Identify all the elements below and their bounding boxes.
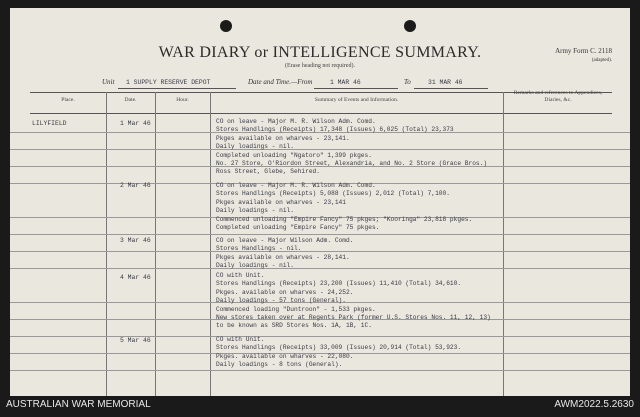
entry-summary	[216, 182, 472, 232]
summary-line: Pkges. available on wharves - 24,252.	[216, 288, 354, 296]
unit-label: Unit	[102, 78, 115, 86]
summary-line: Ross Street, Glebe, Sehired.	[216, 168, 320, 176]
summary-line: Daily loadings - 8 tons (General).	[216, 361, 343, 369]
col-header-hour: Hour.	[176, 97, 189, 103]
summary-line: Pkges available on wharves - 23,141	[216, 198, 346, 206]
footer-credit: AUSTRALIAN WAR MEMORIAL	[6, 399, 151, 410]
row-rule	[10, 370, 630, 371]
entry-summary	[216, 336, 461, 370]
summary-line: CO on leave - Major M. R. Wilson Adm. Comd.	[216, 118, 376, 125]
col-divider-summary	[503, 92, 504, 396]
col-header-place: Place.	[61, 97, 75, 103]
col-header-date: Date.	[124, 97, 137, 103]
entry-date: 4 Mar 46	[120, 274, 151, 281]
summary-line: Stores Handlings (Receipts) 5,088 (Issues) 2,012 (Total) 7,100.	[216, 190, 450, 198]
col-header-remarks: Remarks and references to Appendices, Diaries, &c.	[513, 90, 603, 103]
entry-summary	[216, 272, 491, 331]
summary-line: No. 27 Store, O'Riordon Street, Alexandria, and No. 2 Store (Grace Bros.)	[216, 160, 488, 168]
page-subtitle: (Erase heading not required).	[285, 63, 355, 69]
summary-line: Daily loadings - nil.	[216, 143, 294, 151]
summary-line: Completed unloading "Ngatoro" 1,399 pkges.	[216, 151, 372, 159]
entry-date: 2 Mar 46	[120, 182, 151, 189]
table-header-rule	[30, 113, 612, 114]
summary-line: CO on leave - Major Wilson Adm. Comd.	[216, 237, 354, 244]
summary-line: Commenced loading "Duntroon" - 1,533 pkges.	[216, 305, 376, 313]
col-divider-place	[106, 92, 107, 396]
summary-line: CO with Unit.	[216, 336, 265, 343]
summary-line: CO on leave - Major M. R. Wilson Adm. Comd.	[216, 182, 376, 189]
entry-date: 1 Mar 46	[120, 120, 151, 127]
summary-line: Completed unloading "Empire Fancy" 75 pkges.	[216, 224, 380, 232]
entry-date: 3 Mar 46	[120, 237, 151, 244]
entry-summary	[216, 118, 487, 177]
summary-line: Daily loadings - nil.	[216, 262, 294, 270]
summary-line: Daily loadings - 57 tons (General).	[216, 297, 346, 305]
summary-line: Commenced unloading "Empire Fancy" 75 pkges; "Kooringa" 23,818 pkges.	[216, 215, 473, 223]
entry-place: LILYFIELD	[32, 120, 67, 127]
to-underline	[414, 88, 488, 89]
punch-hole-left	[220, 20, 232, 32]
to-label: To	[404, 78, 411, 86]
summary-line: New stores taken over at Regents Park (former U.S. Stores Nos. 11, 12, 13)	[216, 314, 491, 322]
to-value: 31 MAR 46	[428, 79, 463, 86]
form-number: Army Form C. 2118	[555, 47, 612, 55]
col-header-summary: Summary of Events and Information.	[314, 97, 399, 103]
form-number-block	[555, 46, 612, 66]
summary-line: Pkges available on wharves - 23,141.	[216, 134, 350, 142]
form-adapted: (adapted).	[591, 58, 612, 63]
summary-line: Stores Handlings (Receipts) 33,009 (Issues) 20,914 (Total) 53,923.	[216, 344, 462, 352]
page-title: WAR DIARY or INTELLIGENCE SUMMARY.	[158, 44, 482, 61]
punch-hole-right	[404, 20, 416, 32]
summary-line: to be known as SRD Stores Nos. 1A, 1B, 1C.	[216, 322, 372, 330]
summary-line: Daily loadings - nil.	[216, 207, 294, 215]
entry-summary	[216, 237, 353, 271]
diary-page	[10, 8, 630, 396]
summary-line: Pkges available on wharves - 28,141.	[216, 253, 350, 261]
entry-date: 5 Mar 46	[120, 337, 151, 344]
from-underline	[314, 88, 398, 89]
summary-line: CO with Unit.	[216, 272, 265, 279]
unit-value: 1 SUPPLY RESERVE DEPOT	[126, 79, 211, 86]
from-value: 1 MAR 46	[330, 79, 361, 86]
summary-line: Pkges. available on wharves - 22,080.	[216, 352, 354, 360]
datetime-label: Date and Time.—From	[248, 78, 313, 86]
col-divider-date	[155, 92, 156, 396]
row-rule	[10, 234, 630, 235]
unit-underline	[118, 88, 236, 89]
col-divider-hour	[210, 92, 211, 396]
summary-line: Stores Handlings - nil.	[216, 245, 302, 253]
summary-line: Stores Handlings (Receipts) 17,348 (Issues) 6,025 (Total) 23,373	[216, 126, 454, 134]
footer-accession-number: AWM2022.5.2630	[554, 399, 634, 410]
summary-line: Stores Handlings (Receipts) 23,200 (Issues) 11,410 (Total) 34,610.	[216, 280, 462, 288]
